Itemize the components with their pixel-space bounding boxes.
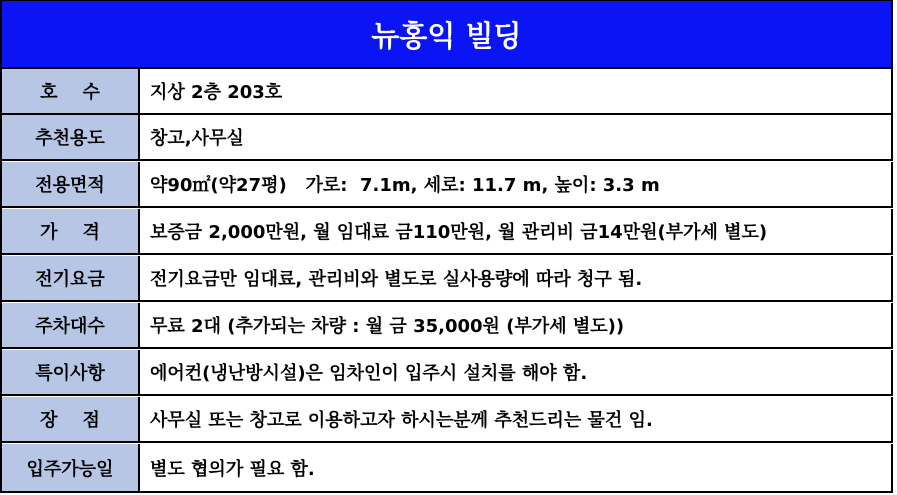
- table-row-parking: [2, 303, 893, 349]
- row-label-notes: 특이사항: [2, 350, 140, 394]
- table-row-advantages: [2, 397, 893, 443]
- table-row-unit: [2, 69, 893, 115]
- row-value-price: 보증금 2,000만원, 월 임대료 금110만원, 월 관리비 금14만원(부가세 별도): [150, 222, 768, 243]
- row-label-parking: 주차대수: [2, 303, 140, 347]
- building-title: 뉴홍익 빌딩: [2, 1, 893, 69]
- row-label-recommended-use: 추천용도: [2, 115, 140, 159]
- table-row-move-in: [2, 444, 893, 493]
- row-label-move-in: 입주가능일: [2, 444, 140, 491]
- row-label-price: 가 격: [2, 209, 140, 253]
- table-row-notes: [2, 350, 893, 396]
- row-value-advantages: 사무실 또는 창고로 이용하고자 하시는분께 추천드리는 물건 임.: [150, 410, 653, 431]
- row-value-recommended-use: 창고,사무실: [150, 128, 244, 149]
- table-row-price: [2, 209, 893, 255]
- table-row-electricity: [2, 256, 893, 302]
- row-value-unit: 지상 2층 203호: [150, 82, 283, 103]
- row-value-parking: 무료 2대 (추가되는 차량 : 월 금 35,000원 (부가세 별도)): [150, 316, 625, 337]
- row-label-electricity: 전기요금: [2, 256, 140, 300]
- row-value-electricity: 전기요금만 임대료, 관리비와 별도로 실사용량에 따라 청구 됨.: [150, 269, 643, 290]
- table-row-recommended-use: [2, 115, 893, 161]
- row-value-area: 약90㎡(약27평) 가로: 7.1m, 세로: 11.7 m, 높이: 3.3 m: [150, 175, 660, 196]
- table-row-area: [2, 162, 893, 208]
- row-label-area: 전용면적: [2, 162, 140, 206]
- row-value-notes: 에어컨(냉난방시설)은 임차인이 입주시 설치를 해야 함.: [150, 363, 588, 384]
- row-value-move-in: 별도 협의가 필요 함.: [150, 458, 315, 480]
- row-label-advantages: 장 점: [2, 397, 140, 441]
- row-label-unit: 호 수: [2, 69, 140, 113]
